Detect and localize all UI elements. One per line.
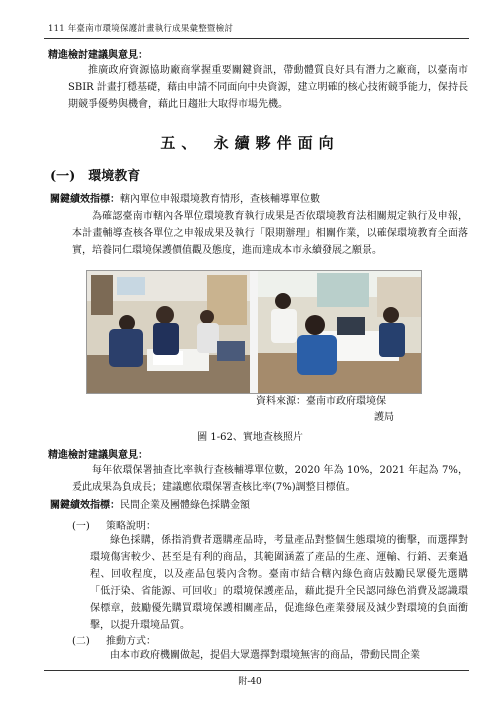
figure-caption: 圖 1-62、實地查核照片 (197, 432, 303, 443)
running-header: 111 年臺南市環境保護計畫執行成果彙整暨檢討 (48, 24, 234, 34)
photo-source (256, 394, 394, 426)
item-1-body: 綠色採購，係指消費者選購產品時，考量產品對整個生態環境的衝擊，而選擇對環境傷害較少、甚至是有利的商品，其範圍涵蓋了產品的生產、運輸、行銷、丟棄過程、回收程度，以及產品包裝內含物。臺南市結合轄內綠色商店鼓勵民眾優先選購「低汙染、省能源、可回收」的環境保護產品，藉此提升全民認同綠色消費及認識環保標章，鼓勵優先購買環境保護相關產品，促進綠色產業發展及減少對環境的負面衝擊，以提升環境品質。 (90, 535, 468, 631)
footer-rule (44, 670, 469, 671)
kpi-label-1: 關鍵績效指標： (50, 194, 120, 205)
inspection-photos (86, 270, 422, 394)
kpi-line-1 (50, 192, 320, 208)
page-number: 附-40 (238, 677, 262, 687)
kpi-line-2 (50, 498, 250, 514)
header-rule (44, 38, 469, 39)
review-body-1: 推廣政府資源協助廠商掌握重要關鍵資訊，帶動體質良好具有潛力之廠商，以臺南市 SBIR 計畫打穩基礎，藉由申請不同面向中央資源，建立明確的核心技術競爭能力，保持長期競爭優勢與機會，藉此日趨壯大取得市場先機。 (68, 65, 468, 110)
kpi-body-1: 為確認臺南市轄內各單位環境教育執行成果是否依環境教育法相關規定執行及申報，本計畫輔導查核各單位之申報成果及執行「限期辦理」相關作業，以確保環境教育全面落實，培養同仁環境保護價值觀及態度，進而達成本市永續發展之願景。 (72, 211, 468, 256)
item-2-title: 推動方式： (106, 636, 156, 647)
inspection-photo-image (87, 271, 421, 393)
item-2-label: (二) (72, 636, 90, 647)
item-1-title: 策略說明： (106, 521, 156, 532)
photo-source-line-1: 資料來源：臺南市政府環境保 (256, 396, 386, 407)
kpi-text-2: 民間企業及團體綠色採購金額 (120, 500, 250, 511)
photo-source-line-2: 護局 (374, 412, 394, 423)
review-body-2: 每年依環保署抽查比率執行查核輔導單位數，2020 年為 10%，2021 年起為 7%，爰此成果為負成長；建議應依環保署查核比率(7%)調整目標值。 (72, 465, 468, 493)
kpi-text-1: 轄內單位申報環境教育情形，查核輔導單位數 (120, 194, 320, 205)
subsection-title: (一) 環境教育 (50, 169, 141, 184)
item-1-label: (一) (72, 521, 90, 532)
item-2-body: 由本市政府機關做起，提倡大眾選擇對環境無害的商品，帶動民間企業 (110, 650, 420, 661)
section-title: 五、 永續夥伴面向 (160, 134, 340, 152)
review-heading-1: 精進檢討建議與意見： (48, 50, 148, 61)
kpi-label-2: 關鍵績效指標： (50, 500, 120, 511)
review-heading-2: 精進檢討建議與意見： (48, 450, 148, 461)
